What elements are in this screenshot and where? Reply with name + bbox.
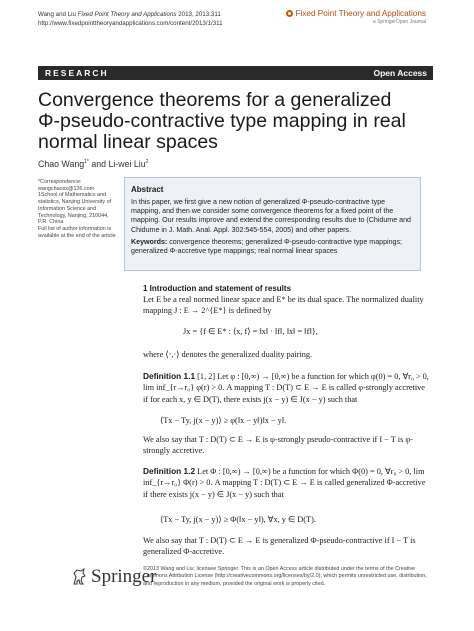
correspondence-email[interactable]: wangchaosx@126.com [38, 185, 95, 192]
author-info-note: Full list of author information is available at the end of the article [38, 225, 116, 239]
journal-subtitle: a SpringerOpen Journal [372, 19, 426, 25]
paragraph-4: We also say that T : D(T) ⊂ E → E is generalized Φ-pseudo-contractive if I − T is generalized Φ-accretive. [143, 536, 416, 557]
springer-horse-icon [71, 568, 87, 586]
citation: Wang and Liu Fixed Point Theory and Applications 2013, 2013:311 [38, 11, 221, 18]
open-access-label: Open Access [373, 68, 427, 78]
article-url[interactable]: http://www.fixedpointtheoryandapplications.com/content/2013/1/311 [38, 19, 223, 27]
paragraph-2: where ⟨·,·⟩ denotes the generalized duality pairing. [143, 350, 313, 359]
paragraph-1: Let E be a real normed linear space and E* be its dual space. The normalized duality mapping J : E → 2^{E*} is defined by [143, 295, 424, 316]
springer-wordmark: Springer [91, 566, 157, 587]
definition-1-1: Definition 1.1 [1, 2] Let φ : [0,∞) → [0,∞) be a function for which φ(0) = 0, ∀r₀ > 0, lim inf_{r→r₀} φ(r) > 0. A mapping T : D(T) ⊂ E → E is called φ-strongly accretive if for each x, y ∈ D(T), there exists j(x − y) ∈ J(x − y) such that [143, 371, 429, 404]
paragraph-3: We also say that T : D(T) ⊂ E → E is φ-strongly pseudo-contractive if I − T is φ-strongly accretive. [143, 435, 413, 456]
equation-3: ⟨Tx − Ty, j(x − y)⟩ ≥ Φ(‖x − y‖), ∀x, y ∈ D(T). [160, 515, 316, 524]
journal-name: Fixed Point Theory and Applications [295, 9, 426, 18]
journal-logo-icon [286, 10, 293, 17]
keywords: Keywords: convergence theorems; generalized Φ-pseudo-contractive type mappings; generalized Φ-accretive type mappings; real normal linear spaces [131, 238, 403, 256]
abstract-text: In this paper, we first give a new notion of generalized Φ-pseudo-contractive type mapping, and then we consider some convergence theorems for a fixed point of the mapping. Our results improve and extend the corresponding results due to (Chidume and Chidume in J. Math. Anal. Appl. 302:545-554, 2005) and other papers. [131, 198, 411, 234]
definition-1-2: Definition 1.2 Let Φ : [0,∞) → [0,∞) be a function for which Φ(0) = 0, ∀r₀ > 0, lim inf_{r→r₀} Φ(r) > 0. A mapping T : D(T) ⊂ E → E is called generalized Φ-accretive if there exists j(x − y) ∈ J(x − y) such that [143, 466, 426, 499]
copyright-notice: ©2013 Wang and Liu; licensee Springer. This is an Open Access article distributed under the terms of the Creative Commons Attribution License (http://creativecommons.org/licenses/by/2.0), which permits unrestricted use, distribution, and reproduction in any medium, provided the original work is properly cited. [143, 566, 427, 587]
article-type: RESEARCH [45, 68, 109, 78]
section-heading: 1 Introduction and statement of results [143, 284, 292, 293]
author-info-sidebar [38, 179, 118, 239]
equation-1: Jx = {f ∈ E* : ⟨x, f⟩ = ‖x‖ · ‖f‖, ‖x‖ = ‖f‖}, [183, 327, 318, 336]
equation-2: ⟨Tx − Ty, j(x − y)⟩ ≥ φ(‖x − y‖)‖x − y‖. [160, 416, 287, 425]
running-header [38, 11, 223, 28]
authors: Chao Wang$^{1*}$ and Li-wei Liu$^2$ [38, 159, 149, 169]
affiliation: 1School of Mathematics and statistics, Nanjing University of Information Science and Technology, Nanjing, 210044, P.R. China [38, 192, 112, 226]
journal-brand [286, 9, 426, 25]
abstract-heading: Abstract [131, 185, 164, 194]
correspondence-label: *Correspondence: [38, 179, 82, 185]
paper-title: Convergence theorems for a generalized Φ-pseudo-contractive type mapping in real normal linear spaces [38, 89, 406, 153]
